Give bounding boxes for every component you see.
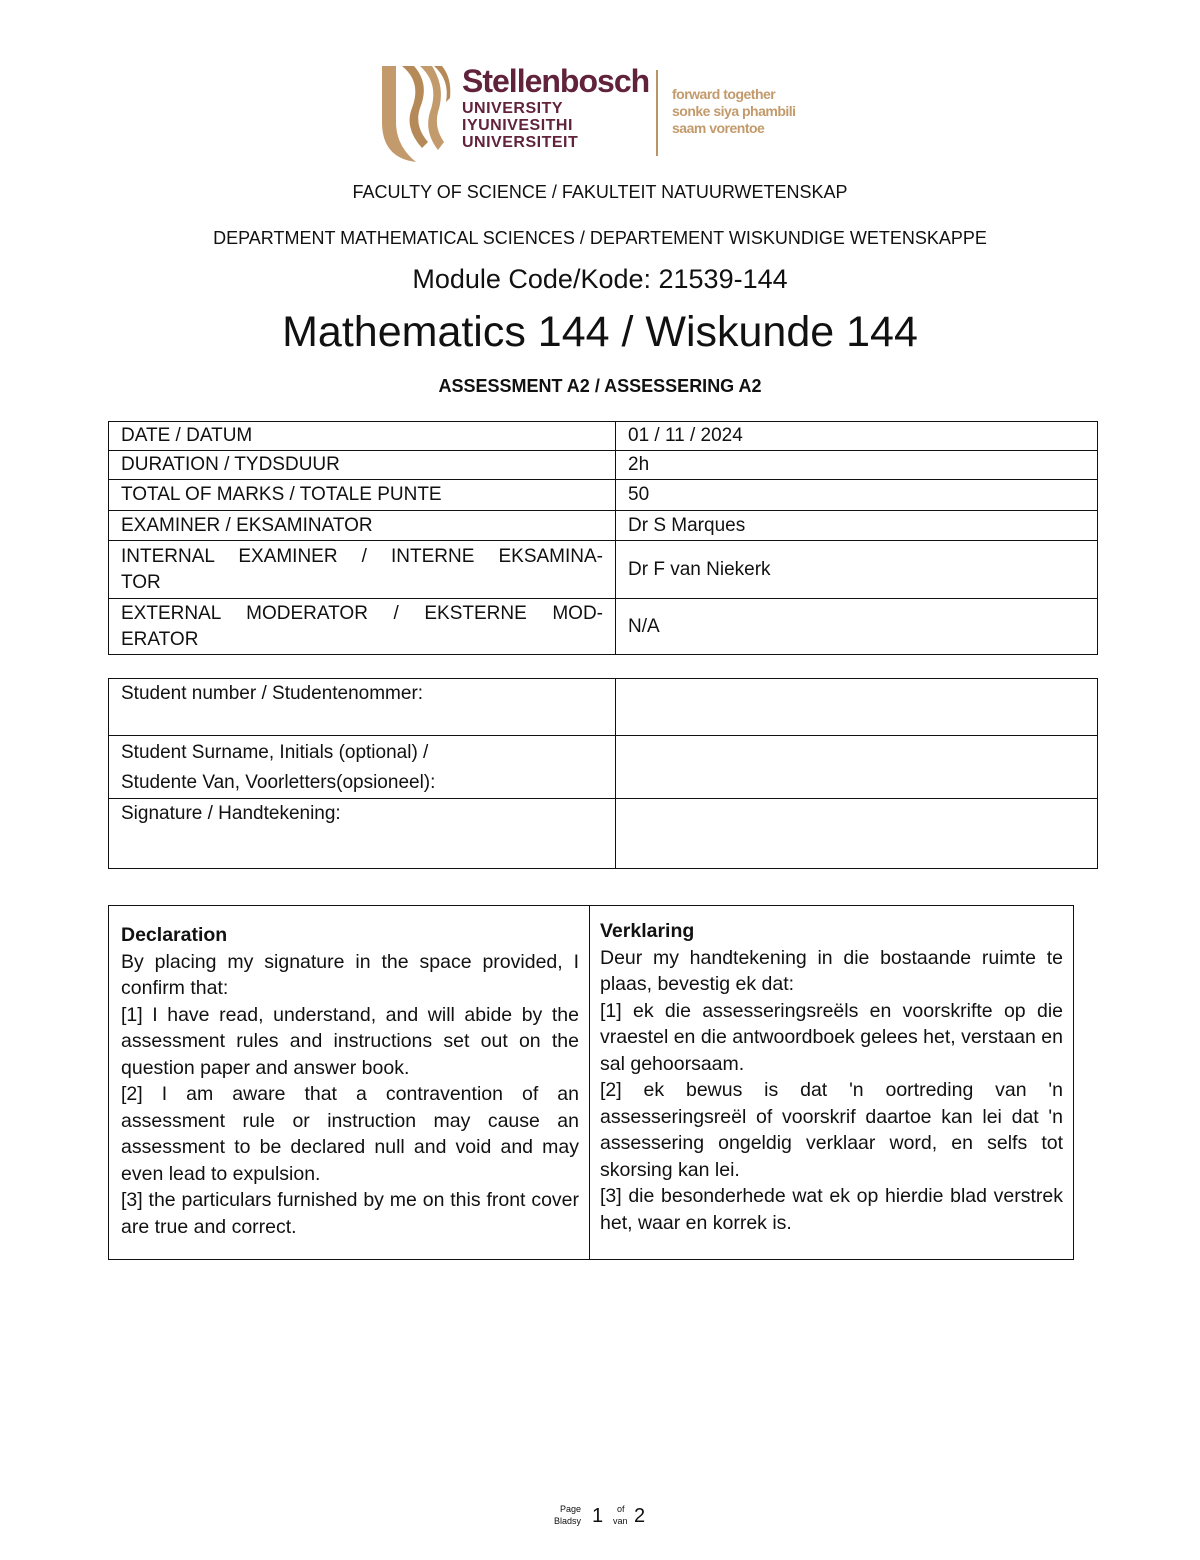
signature-field[interactable] [616,799,1098,869]
declaration-table [108,905,1074,1260]
of-label-af: van [613,1516,628,1526]
motto [672,86,796,137]
university-name: Stellenbosch [462,63,650,99]
page-label-af: Bladsy [554,1516,582,1526]
signature-label: Signature / Handtekening: [109,799,616,869]
assessment-info-table [108,421,1098,655]
university-line-en: UNIVERSITY [462,100,564,117]
date-label: DATE / DATUM [109,422,616,451]
declaration-english [109,906,590,1260]
student-number-field[interactable] [616,679,1098,736]
table-row [109,599,1098,655]
university-line-xh: IYUNIVESITHI [462,117,573,134]
student-details-table [108,678,1098,869]
total-marks-label: TOTAL OF MARKS / TOTALE PUNTE [109,480,616,511]
declaration-point-2: [2] I am aware that a contravention of an assessment rule or instruction may cause an assessment to be declared null and void and may even lead to expulsion. [121,1083,579,1185]
student-number-label: Student number / Studentenommer: [109,679,616,736]
table-row [109,480,1098,511]
page-label: Page [560,1504,582,1514]
student-name-label-line-1: Student Surname, Initials (optional) / [121,742,429,763]
module-code: Module Code/Kode: 21539-144 [412,264,788,294]
table-row [109,736,1098,799]
verklaring-point-1: [1] ek die assesseringsreëls en voorskrifte op die vraestel en die antwoordboek gelees het, verstaan en sal gehoorsaam. [600,999,1063,1075]
table-row [109,906,1074,1260]
verklaring-heading: Verklaring [600,920,695,942]
total-pages: 2 [634,1505,646,1527]
internal-examiner-label-line-1: INTERNAL EXAMINER / INTERNE EKSAMINA- [121,545,603,567]
external-moderator-label-line-2: ERATOR [121,628,199,650]
university-logo [376,62,836,166]
student-name-label-line-2: Studente Van, Voorletters(opsioneel): [121,772,436,793]
table-row [109,541,1098,599]
duration-value: 2h [616,451,1098,480]
internal-examiner-value: Dr F van Niekerk [616,541,1098,599]
page-title: Mathematics 144 / Wiskunde 144 [282,308,918,356]
table-row [109,422,1098,451]
table-row [109,451,1098,480]
declaration-afrikaans [590,906,1074,1260]
of-label: of [617,1504,625,1514]
date-value: 01 / 11 / 2024 [616,422,1098,451]
declaration-heading: Declaration [121,924,228,946]
verklaring-point-2: [2] ek bewus is dat 'n oortreding van 'n assesseringsreël of voorskrif daartoe kan lei dat 'n assessering ongeldig verklaar word, en selfs tot skorsing kan lei. [600,1079,1063,1181]
logo-divider [656,70,658,156]
verklaring-point-3: [3] die besonderhede wat ek op hierdie blad verstrek het, waar en korrek is. [600,1185,1063,1234]
faculty-heading: FACULTY OF SCIENCE / FAKULTEIT NATUURWETENSKAP [352,182,848,202]
declaration-point-3: [3] the particulars furnished by me on this front cover are true and correct. [121,1189,579,1238]
department-heading: DEPARTMENT MATHEMATICAL SCIENCES / DEPARTEMENT WISKUNDIGE WETENSKAPPE [213,228,987,248]
total-marks-value: 50 [616,480,1098,511]
internal-examiner-label-line-2: TOR [121,571,161,593]
page-footer [554,1500,654,1560]
assessment-heading: ASSESSMENT A2 / ASSESSERING A2 [438,376,762,396]
table-row [109,679,1098,736]
table-row [109,511,1098,541]
declaration-point-1: [1] I have read, understand, and will abide by the assessment rules and instructions set out on the question paper and answer book. [121,1003,579,1079]
external-moderator-label-line-1: EXTERNAL MODERATOR / EKSTERNE MOD- [121,602,603,624]
table-row [109,799,1098,869]
page-number: 1 [592,1505,604,1527]
declaration-intro: By placing my signature in the space provided, I confirm that: [121,950,579,999]
internal-examiner-label [109,541,616,599]
motto-line-xh: sonke siya phambili [672,103,796,119]
motto-line-af: saam vorentoe [672,120,765,136]
examiner-value: Dr S Marques [616,511,1098,541]
student-name-field[interactable] [616,736,1098,799]
motto-line-en: forward together [672,86,776,102]
student-name-label [109,736,616,799]
university-line-af: UNIVERSITEIT [462,134,579,151]
external-moderator-value: N/A [616,599,1098,655]
examiner-label: EXAMINER / EKSAMINATOR [109,511,616,541]
duration-label: DURATION / TYDSDUUR [109,451,616,480]
stellenbosch-crest-icon [376,62,452,164]
external-moderator-label [109,599,616,655]
verklaring-intro: Deur my handtekening in die bostaande ruimte te plaas, bevestig ek dat: [600,946,1063,995]
